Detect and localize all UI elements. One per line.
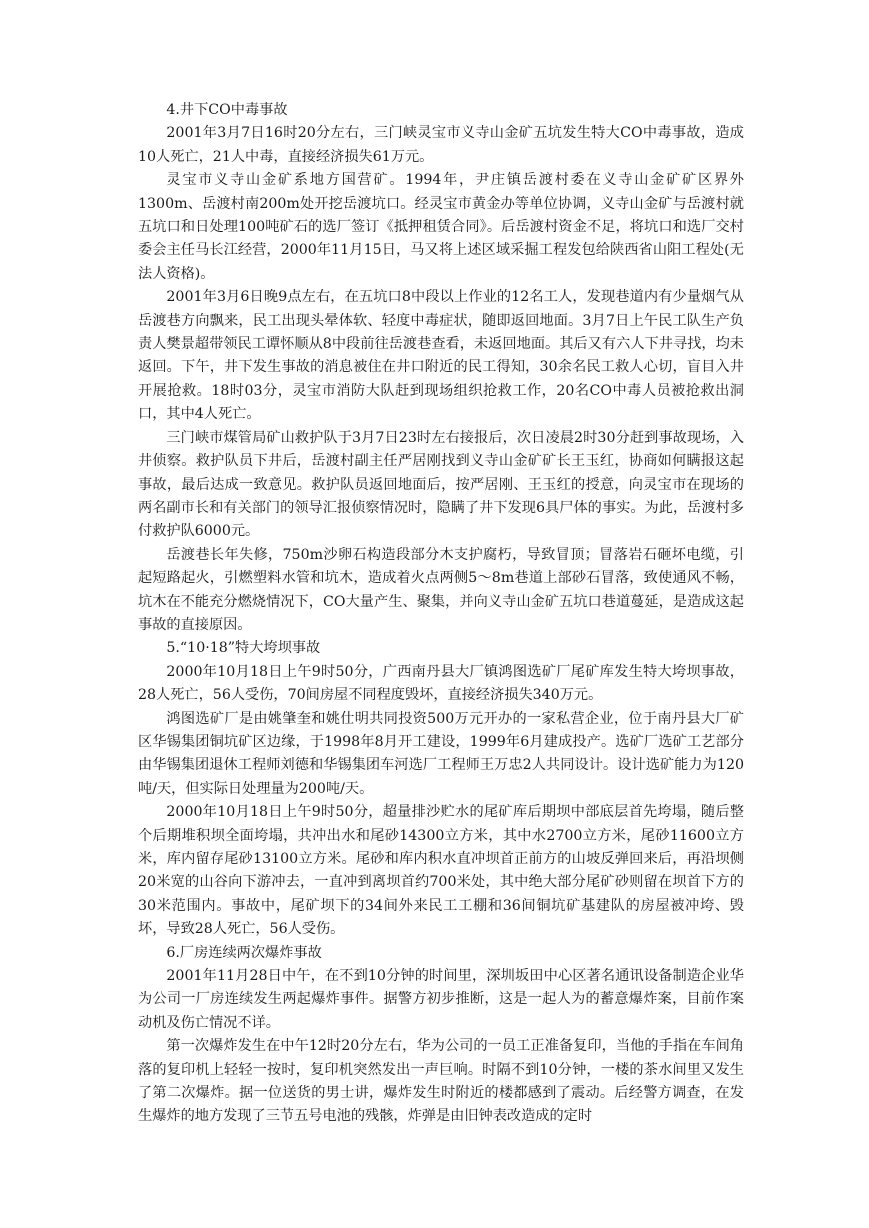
document-page — [138, 99, 744, 1129]
paragraph: 第一次爆炸发生在中午12时20分左右，华为公司的一员工正准备复印，当他的手指在车间角落的复印机上轻轻一按时，复印机突然发出一声巨响。时隔不到10分钟，一楼的茶水间里又发生了第二次爆炸。据一位送货的男士讲，爆炸发生时附近的楼都感到了震动。后经警方调查，在发生爆炸的地方发现了三节五号电池的残骸，炸弹是由旧钟表改造成的定时 — [138, 1038, 744, 1125]
paragraph: 2001年3月7日16时20分左右，三门峡灵宝市义寺山金矿五坑发生特大CO中毒事故，造成10人死亡，21人中毒，直接经济损失61万元。 — [138, 125, 744, 165]
paragraph: 2000年10月18日上午9时50分，超量排沙贮水的尾矿库后期坝中部底层首先垮塌，随后整个后期堆积坝全面垮塌，共冲出水和尾砂14300立方米，其中水2700立方米，尾砂11600立方米，库内留存尾砂13100立方米。尾砂和库内积水直冲坝首正前方的山坡反弹回来后，再沿坝侧20米宽的山谷向下游冲去，一直冲到离坝首约700米处，其中绝大部分尾矿砂则留在坝首下方的30米范围内。事故中，尾矿坝下的34间外来民工工棚和36间铜坑矿基建队的房屋被冲垮、毁坏，导致28人死亡，56人受伤。 — [138, 804, 744, 938]
paragraph: 灵宝市义寺山金矿系地方国营矿。1994年，尹庄镇岳渡村委在义寺山金矿矿区界外1300m、岳渡村南200m处开挖岳渡坑口。经灵宝市黄金办等单位协调，义寺山金矿与岳渡村就五坑口和日处理100吨矿石的选厂签订《抵押租赁合同》。后岳渡村资金不足，将坑口和选厂交村委会主任马长江经营，2000年11月15日，马又将上述区域采掘工程发包给陕西省山阳工程处(无法人资格)。 — [138, 172, 744, 282]
paragraph: 2001年11月28日中午，在不到10分钟的时间里，深圳坂田中心区著名通讯设备制造企业华为公司一厂房连续发生两起爆炸事件。据警方初步推断，这是一起人为的蓄意爆炸案，目前作案动机及伤亡情况不详。 — [138, 968, 744, 1031]
section-heading: 4.井下CO中毒事故 — [166, 102, 288, 118]
paragraph: 2001年3月6日晚9点左右，在五坑口8中段以上作业的12名工人，发现巷道内有少量烟气从岳渡巷方向飘来，民工出现头晕体软、轻度中毒症状，随即返回地面。3月7日上午民工队生产负责人樊景超带领民工谭怀顺从8中段前往岳渡巷查看，未返回地面。其后又有六人下井寻找，均未返回。下午，井下发生事故的消息被住在井口附近的民工得知，30余名民工救人心切，盲目入井开展抢救。18时03分，灵宝市消防大队赶到现场组织抢救工作，20名CO中毒人员被抢救出洞口，其中4人死亡。 — [138, 289, 744, 423]
section-heading: 6.厂房连续两次爆炸事故 — [166, 944, 322, 961]
paragraph: 岳渡巷长年失修，750m沙卵石构造段部分木支护腐朽，导致冒顶；冒落岩石砸坏电缆，引起短路起火，引燃塑料水管和坑木，造成着火点两侧5～8m巷道上部砂石冒落，致使通风不畅，坑木在不能充分燃烧情况下，CO大量产生、聚集，并向义寺山金矿五坑口巷道蔓延，是造成这起事故的直接原因。 — [138, 546, 744, 633]
paragraph: 鸿图选矿厂是由姚肇奎和姚仕明共同投资500万元开办的一家私营企业，位于南丹县大厂矿区华锡集团铜坑矿区边缘，于1998年8月开工建设，1999年6月建成投产。选矿厂选矿工艺部分由华锡集团退休工程师刘德和华锡集团车河选厂工程师王万忠2人共同设计。设计选矿能力为120吨/天，但实际日处理量为200吨/天。 — [138, 710, 744, 797]
paragraph: 三门峡市煤管局矿山救护队于3月7日23时左右接报后，次日凌晨2时30分赶到事故现场，入井侦察。救护队员下井后，岳渡村副主任严居刚找到义寺山金矿矿长王玉红，协商如何瞒报这起事故，最后达成一致意见。救护队员返回地面后，按严居刚、王玉红的授意，向灵宝市在现场的两名副市长和有关部门的领导汇报侦察情况时，隐瞒了井下发现6具尸体的事实。为此，岳渡村多付救护队6000元。 — [138, 429, 744, 540]
paragraph: 2000年10月18日上午9时50分，广西南丹县大厂镇鸿图选矿厂尾矿库发生特大垮坝事故，28人死亡，56人受伤，70间房屋不同程度毁坏，直接经济损失340万元。 — [138, 663, 744, 704]
section-heading: 5.“10·18”特大垮坝事故 — [166, 640, 321, 657]
